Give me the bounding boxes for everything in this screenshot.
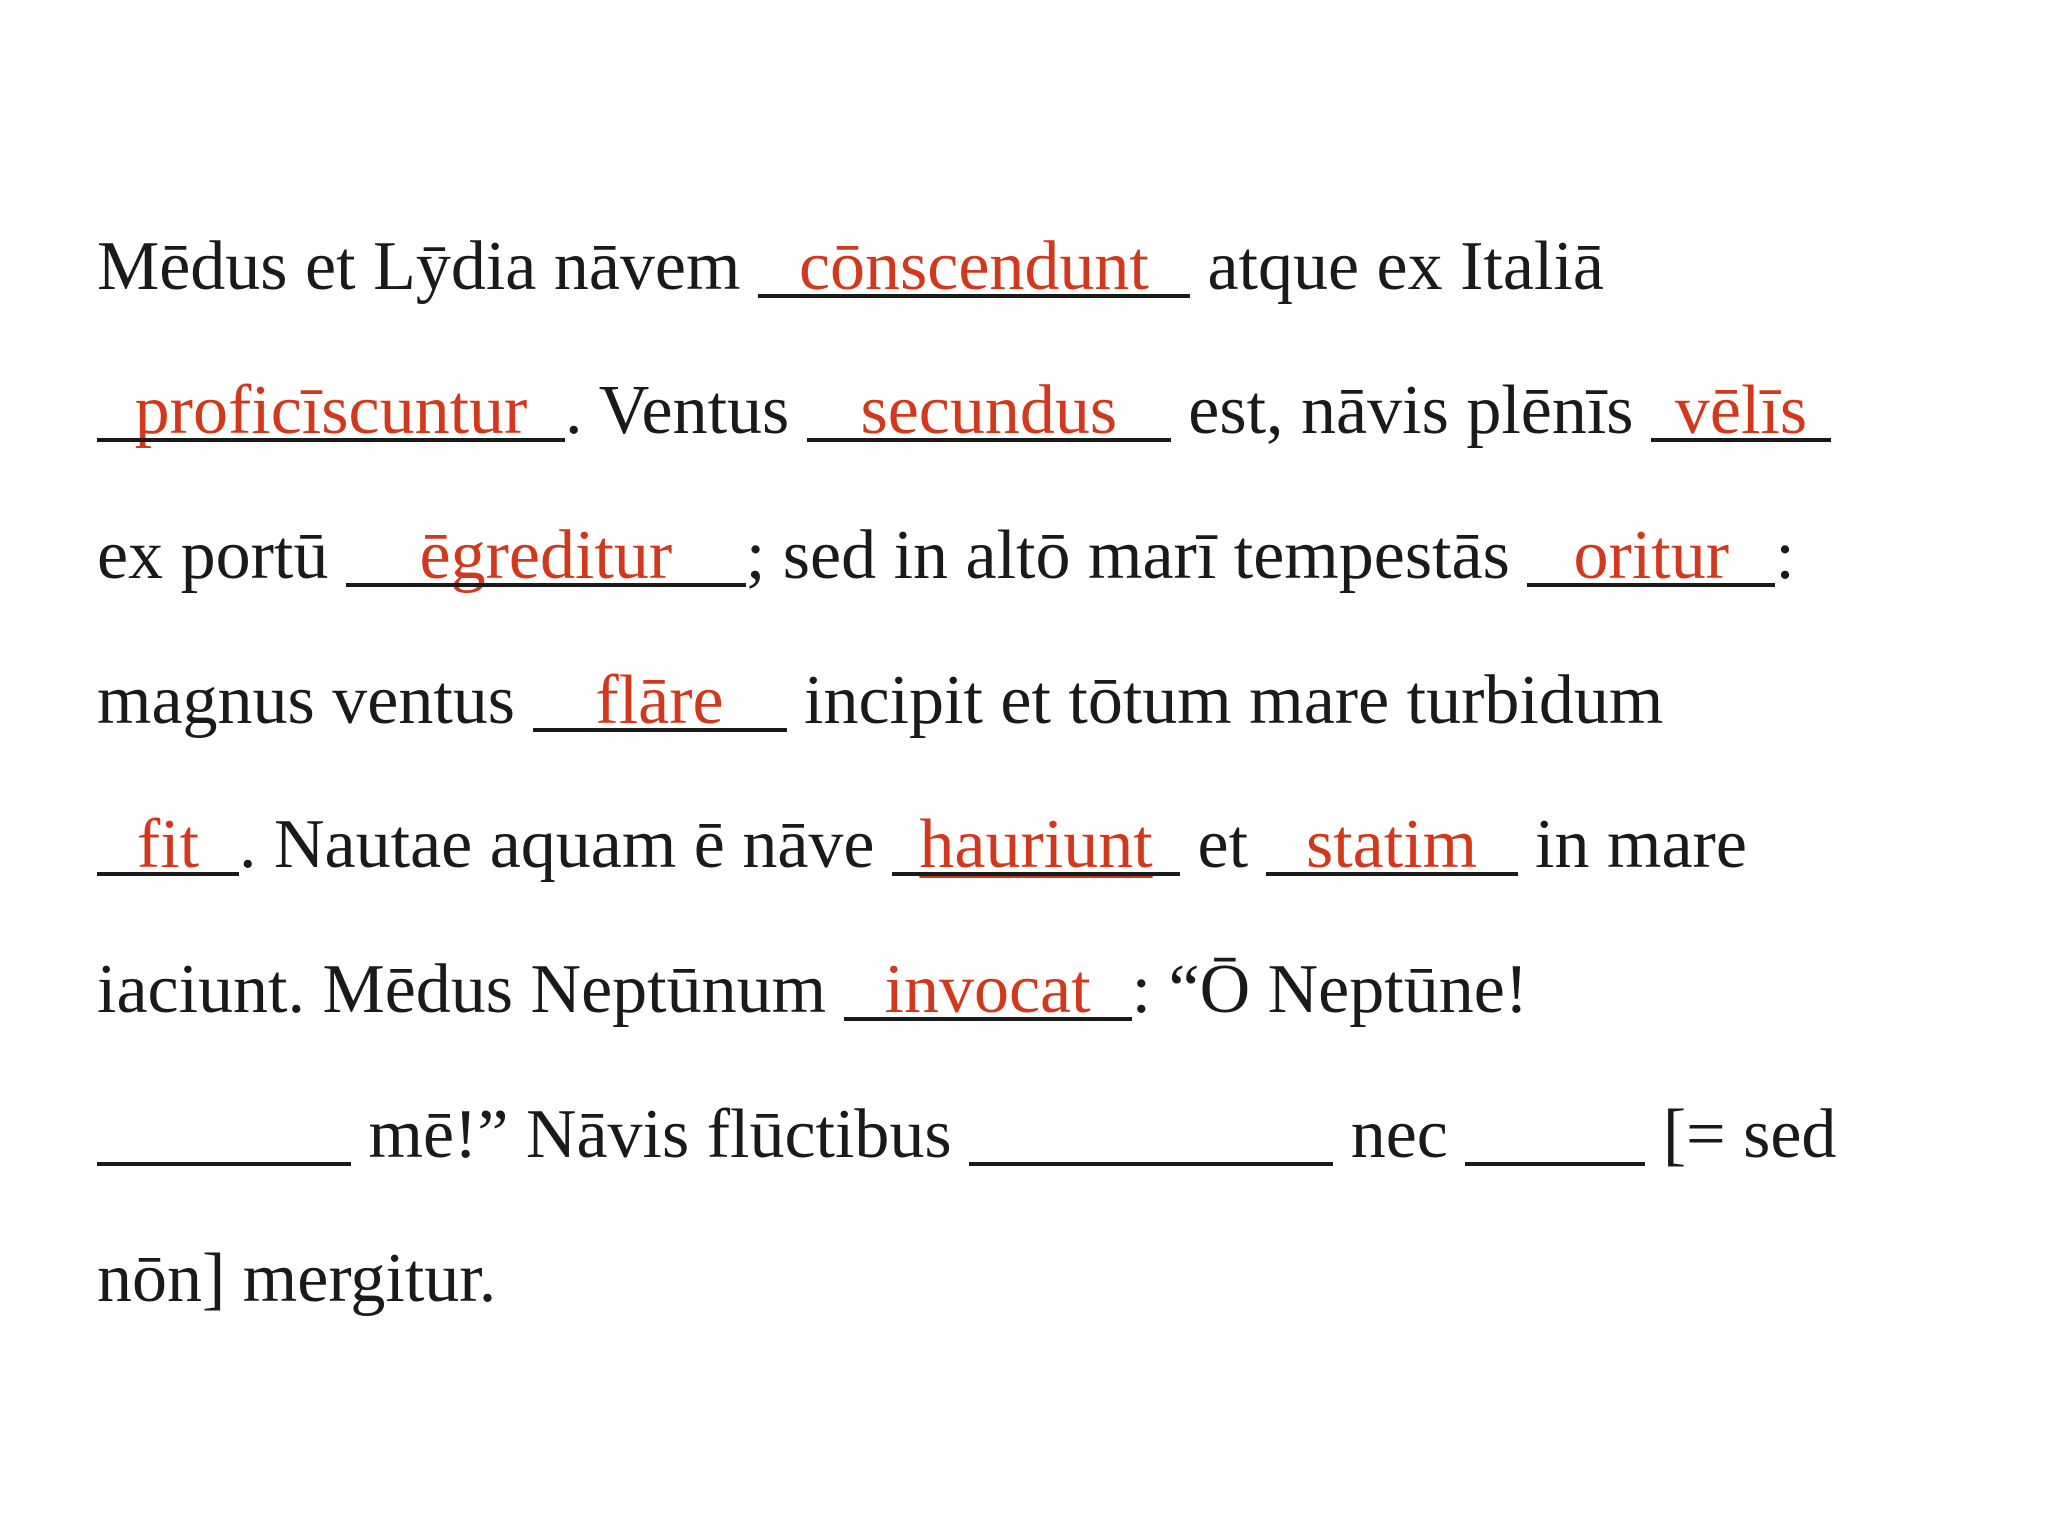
passage-line-4 <box>97 656 2008 746</box>
answer-blank[interactable] <box>1527 511 1775 601</box>
passage-line-8 <box>97 1234 2008 1324</box>
passage-text: : <box>1775 517 1795 594</box>
passage-line-5 <box>97 800 2008 890</box>
answer-blank[interactable] <box>97 800 239 890</box>
passage-text: nec <box>1333 1096 1466 1173</box>
answer-blank[interactable] <box>758 222 1190 312</box>
passage-text: ; sed in altō marī tempestās <box>745 517 1528 594</box>
answer-blank[interactable] <box>844 945 1132 1035</box>
answer-text: invocat <box>884 951 1091 1028</box>
answer-blank[interactable] <box>892 800 1180 890</box>
answer-text: statim <box>1305 806 1478 883</box>
answer-text: secundus <box>860 372 1118 449</box>
answer-text: hauriunt <box>919 806 1153 883</box>
passage-text: : “Ō Neptūne! <box>1131 951 1529 1028</box>
passage-text: incipit et tōtum mare turbidum <box>786 662 1664 739</box>
answer-blank[interactable] <box>533 656 787 746</box>
passage-text: Mēdus et Lȳdia nāvem <box>97 228 758 305</box>
passage-text: nōn] mergitur. <box>97 1240 497 1317</box>
answer-text: ēgreditur <box>419 517 673 594</box>
passage-text: atque ex Italiā <box>1189 228 1604 305</box>
passage-line-6 <box>97 945 2008 1035</box>
passage-line-1 <box>97 222 2008 312</box>
answer-text: fit <box>136 806 200 883</box>
passage-text: mē!” Nāvis flūctibus <box>351 1096 970 1173</box>
answer-blank[interactable] <box>1266 800 1518 890</box>
passage-text: magnus ventus <box>97 662 533 739</box>
passage-line-3 <box>97 511 2008 601</box>
passage-text: iaciunt. Mēdus Neptūnum <box>97 951 844 1028</box>
passage-text: . Nautae aquam ē nāve <box>239 806 893 883</box>
answer-text: proficīscuntur <box>134 372 528 449</box>
passage-text: et <box>1180 806 1266 883</box>
empty-blank[interactable] <box>969 1090 1333 1180</box>
passage-text: ex portū <box>97 517 346 594</box>
passage-text: . Ventus <box>565 372 807 449</box>
passage-text: est, nāvis plēnīs <box>1170 372 1652 449</box>
answer-text: oritur <box>1573 517 1730 594</box>
passage-text: [= sed <box>1645 1096 1837 1173</box>
answer-text: flāre <box>595 662 724 739</box>
empty-blank[interactable] <box>1465 1090 1645 1180</box>
answer-blank[interactable] <box>97 366 565 456</box>
passage-text: in mare <box>1517 806 1747 883</box>
passage-line-7 <box>97 1090 2008 1180</box>
answer-blank[interactable] <box>1651 366 1831 456</box>
answer-text: vēlīs <box>1674 372 1808 449</box>
passage-line-2 <box>97 366 2008 456</box>
answer-blank[interactable] <box>346 511 746 601</box>
empty-blank[interactable] <box>97 1090 351 1180</box>
answer-blank[interactable] <box>807 366 1171 456</box>
answer-text: cōnscendunt <box>798 228 1149 305</box>
